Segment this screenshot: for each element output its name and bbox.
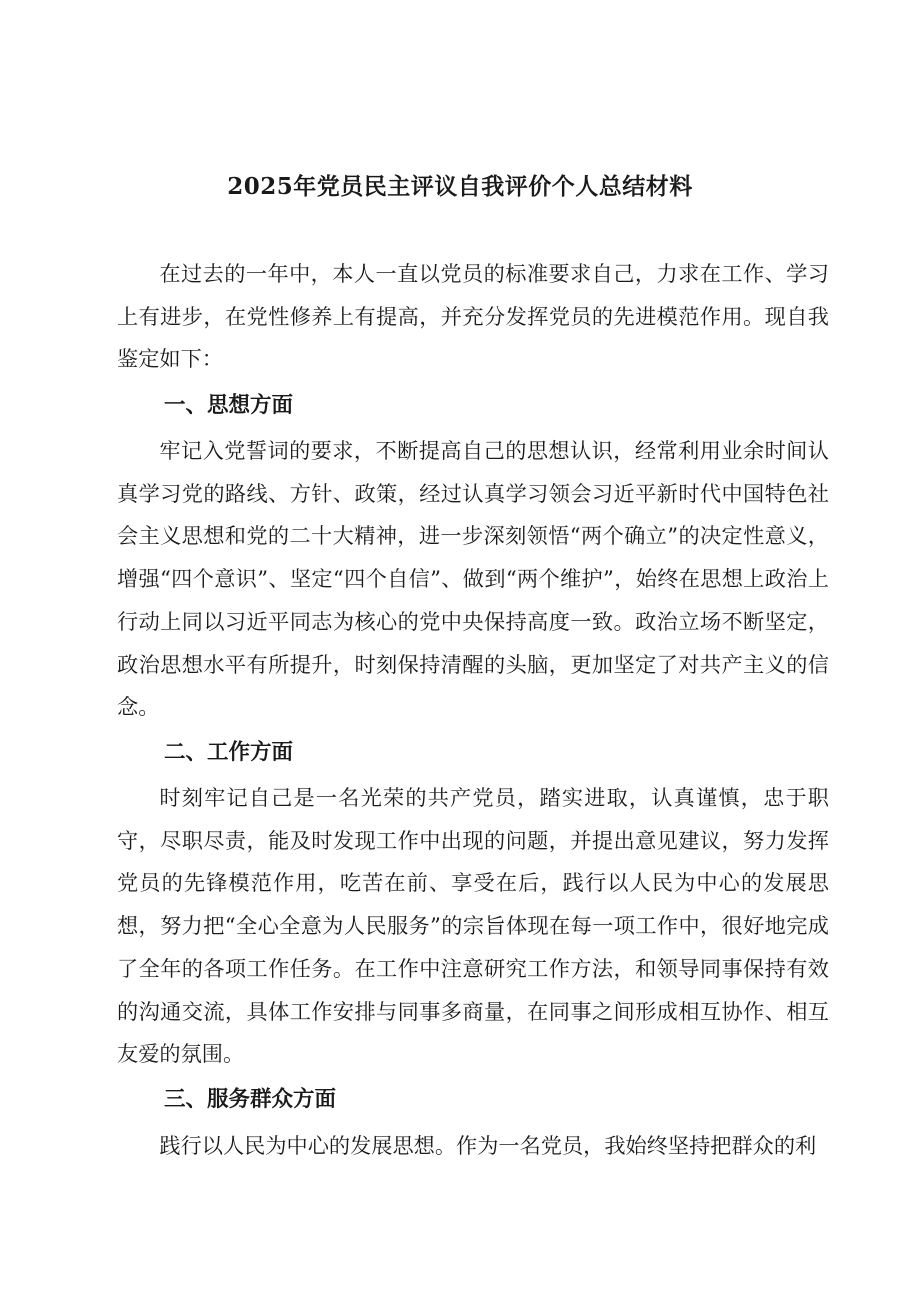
intro-paragraph: 在过去的一年中，本人一直以党员的标准要求自己，力求在工作、学习上有进步，在党性修养上有提高，并充分发挥党员的先进模范作用。现自我鉴定如下： xyxy=(117,261,829,372)
section-body-thought: 牢记入党誓词的要求，不断提高自己的思想认识，经常利用业余时间认真学习党的路线、方针、政策，经过认真学习领会习近平新时代中国特色社会主义思想和党的二十大精神，进一步深刻领悟“两个确立”的决定性意义，增强“四个意识”、坚定“四个自信”、做到“两个维护”，始终在思想上政治上行动上同以习近平同志为核心的党中央保持高度一致。政治立场不断坚定，政治思想水平有所提升，时刻保持清醒的头脑，更加坚定了对共产主义的信念。 xyxy=(117,438,829,720)
section-heading-thought: 一、思想方面 xyxy=(164,393,294,418)
section-body-work: 时刻牢记自己是一名光荣的共产党员，踏实进取，认真谨慎，忠于职守，尽职尽责，能及时发现工作中出现的问题，并提出意见建议，努力发挥党员的先锋模范作用，吃苦在前、享受在后，践行以人民为中心的发展思想，努力把“全心全意为人民服务”的宗旨体现在每一项工作中，很好地完成了全年的各项工作任务。在工作中注意研究工作方法，和领导同事保持有效的沟通交流，具体工作安排与同事多商量，在同事之间形成相互协作、相互友爱的氛围。 xyxy=(117,785,829,1067)
section-heading-work: 二、工作方面 xyxy=(164,740,294,765)
document-title: 2025年党员民主评议自我评价个人总结材料 xyxy=(227,173,693,200)
section-body-service: 践行以人民为中心的发展思想。作为一名党员，我始终坚持把群众的利 xyxy=(159,1133,817,1158)
section-heading-service: 三、服务群众方面 xyxy=(164,1087,337,1112)
